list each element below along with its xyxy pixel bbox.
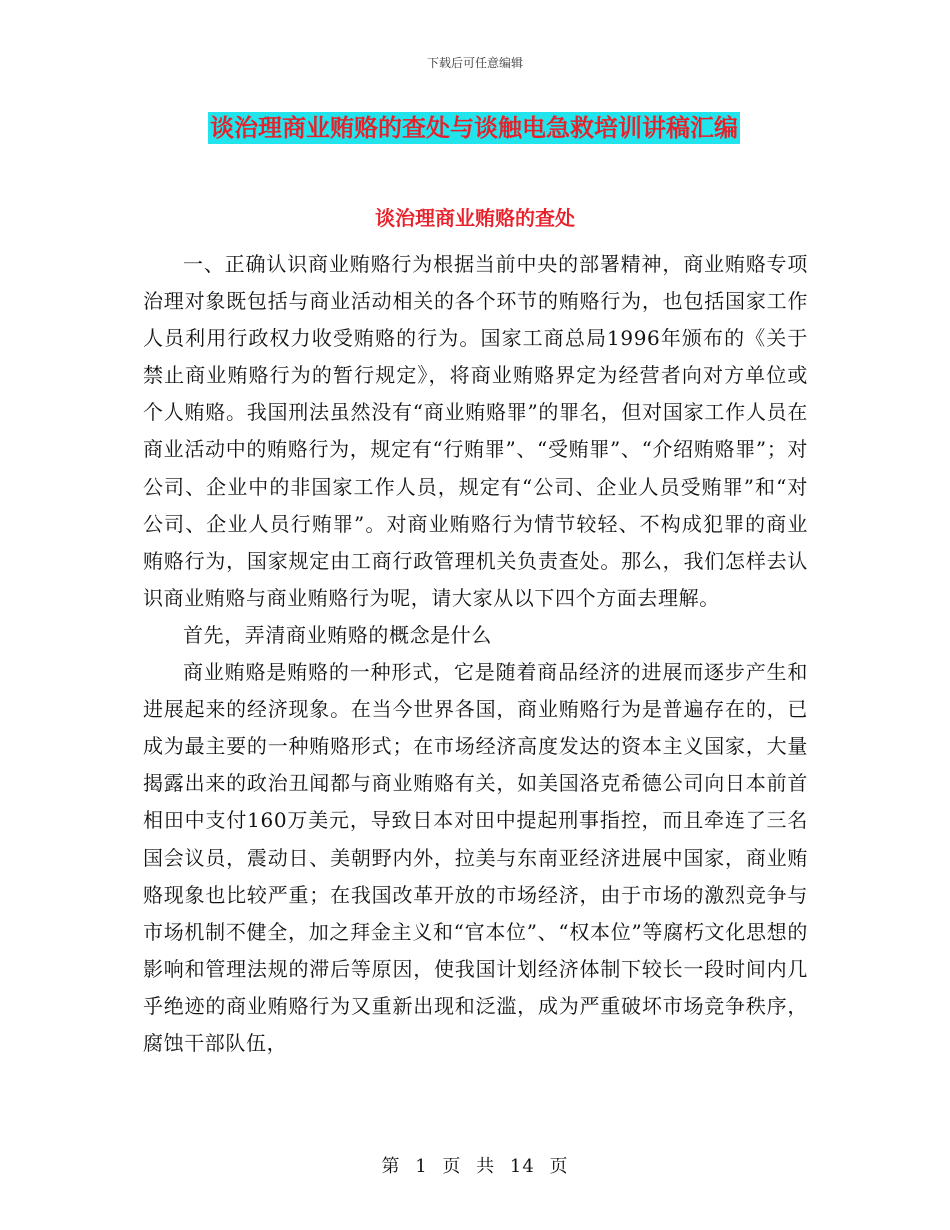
footer-page-number: 1 bbox=[415, 1156, 428, 1177]
paragraph-concept: 商业贿赂是贿赂的一种形式，它是随着商品经济的进展而逐步产生和进展起来的经济现象。在当今世界各国，商业贿赂行为是普遍存在的，已成为最主要的一种贿赂形式；在市场经济高度发达的资本主义国家，大量揭露出来的政治丑闻都与商业贿赂有关，如美国洛克希德公司向日本前首相田中支付160万美元，导致日本对田中提起刑事指控，而且牵连了三名国会议员，震动日、美朝野内外，拉美与东南亚经济进展中国家，商业贿赂现象也比较严重；在我国改革开放的市场经济，由于市场的激烈竞争与市场机制不健全，加之拜金主义和“官本位”、“权本位”等腐朽文化思想的影响和管理法规的滞后等原因，使我国计划经济体制下较长一段时间内几乎绝迹的商业贿赂行为又重新出现和泛滥，成为严重破坏市场竞争秩序，腐蚀干部队伍， bbox=[143, 660, 808, 1055]
document-title: 谈治理商业贿赂的查处与谈触电急救培训讲稿汇编 bbox=[210, 113, 738, 142]
footer-total-unit: 页 bbox=[549, 1156, 569, 1177]
document-body bbox=[143, 246, 808, 1062]
section-title: 谈治理商业贿赂的查处 bbox=[375, 206, 575, 230]
footer-total-label: 共 bbox=[476, 1156, 496, 1177]
paragraph-first-point: 首先，弄清商业贿赂的概念是什么 bbox=[183, 622, 492, 647]
footer-page-unit: 页 bbox=[442, 1156, 462, 1177]
paragraph-intro: 一、正确认识商业贿赂行为根据当前中央的部署精神，商业贿赂专项治理对象既包括与商业活动相关的各个环节的贿赂行为，也包括国家工作人员利用行政权力收受贿赂的行为。国家工商总局1996年颁布的《关于禁止商业贿赂行为的暂行规定》，将商业贿赂界定为经营者向对方单位或个人贿赂。我国刑法虽然没有“商业贿赂罪”的罪名，但对国家工作人员在商业活动中的贿赂行为，规定有“行贿罪”、“受贿罪”、“介绍贿赂罪”；对公司、企业中的非国家工作人员，规定有“公司、企业人员受贿罪”和“对公司、企业人员行贿罪”。对商业贿赂行为情节较轻、不构成犯罪的商业贿赂行为，国家规定由工商行政管理机关负责查处。那么，我们怎样去认识商业贿赂与商业贿赂行为呢，请大家从以下四个方面去理解。 bbox=[143, 252, 808, 610]
page-header-note: 下载后可任意编辑 bbox=[426, 56, 523, 70]
page-footer bbox=[0, 1152, 950, 1178]
footer-page-label: 第 bbox=[381, 1156, 401, 1177]
footer-total-pages: 14 bbox=[509, 1156, 535, 1177]
